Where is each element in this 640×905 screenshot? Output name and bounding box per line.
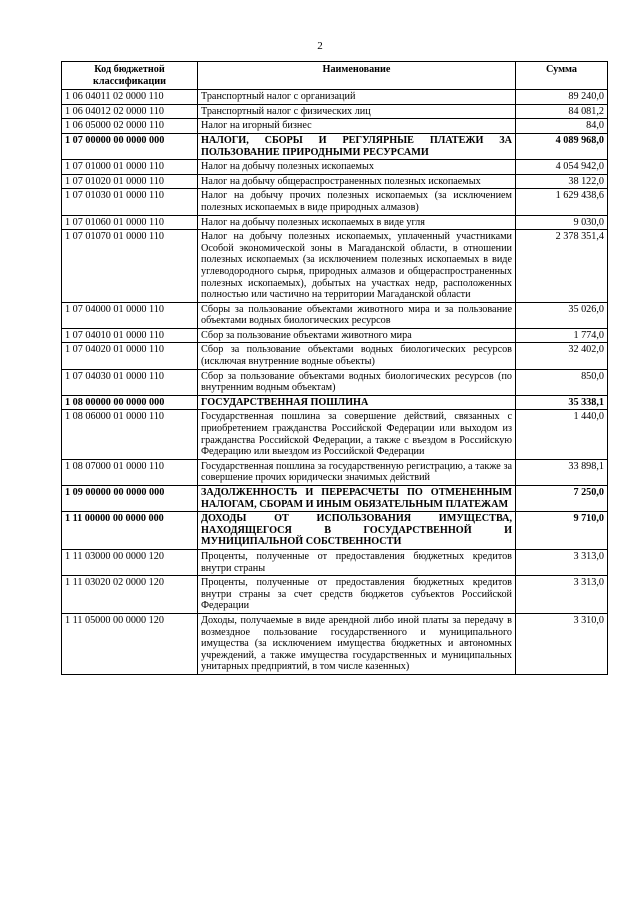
- row-code: 1 07 04000 01 0000 110: [62, 302, 198, 328]
- table-row: [62, 160, 608, 175]
- table-row: [62, 512, 608, 550]
- row-sum: 3 310,0: [516, 613, 608, 674]
- row-name: Проценты, полученные от предоставления бюджетных кредитов внутри страны за счет средств бюджетов субъектов Российской Федерации: [198, 576, 516, 614]
- row-code: 1 08 06000 01 0000 110: [62, 410, 198, 459]
- row-code: 1 07 04030 01 0000 110: [62, 369, 198, 395]
- table-row: [62, 576, 608, 614]
- row-sum: 84 081,2: [516, 104, 608, 119]
- row-name: Налог на добычу полезных ископаемых: [198, 160, 516, 175]
- row-code: 1 07 01020 01 0000 110: [62, 174, 198, 189]
- row-sum: 4 054 942,0: [516, 160, 608, 175]
- row-code: 1 06 04011 02 0000 110: [62, 90, 198, 105]
- row-name: ДОХОДЫ ОТ ИСПОЛЬЗОВАНИЯ ИМУЩЕСТВА, НАХОДЯЩЕГОСЯ В ГОСУДАРСТВЕННОЙ И МУНИЦИПАЛЬНОЙ СОБСТВЕННОСТИ: [198, 512, 516, 550]
- row-name: Налог на игорный бизнес: [198, 119, 516, 134]
- table-row: [62, 369, 608, 395]
- table-row: [62, 104, 608, 119]
- table-row: [62, 613, 608, 674]
- row-sum: 35 026,0: [516, 302, 608, 328]
- table-row: [62, 119, 608, 134]
- row-name: Проценты, полученные от предоставления бюджетных кредитов внутри страны: [198, 549, 516, 575]
- table-row: [62, 395, 608, 410]
- table-row: [62, 215, 608, 230]
- row-name: Сбор за пользование объектами водных биологических ресурсов (исключая внутренние водные объекты): [198, 343, 516, 369]
- table-row: [62, 174, 608, 189]
- row-sum: 7 250,0: [516, 486, 608, 512]
- row-name: Налог на добычу прочих полезных ископаемых (за исключением полезных ископаемых в виде природных алмазов): [198, 189, 516, 215]
- row-code: 1 07 00000 00 0000 000: [62, 133, 198, 159]
- page-number: 2: [317, 40, 323, 52]
- table-row: [62, 133, 608, 159]
- row-sum: 9 710,0: [516, 512, 608, 550]
- row-name: НАЛОГИ, СБОРЫ И РЕГУЛЯРНЫЕ ПЛАТЕЖИ ЗА ПОЛЬЗОВАНИЕ ПРИРОДНЫМИ РЕСУРСАМИ: [198, 133, 516, 159]
- row-code: 1 11 03020 02 0000 120: [62, 576, 198, 614]
- table-row: [62, 90, 608, 105]
- table-row: [62, 486, 608, 512]
- row-code: 1 11 03000 00 0000 120: [62, 549, 198, 575]
- row-name: Государственная пошлина за совершение действий, связанных с приобретением гражданства Российской Федерации или выходом из гражданства Российской Федерации, а также с въездом в Российскую Федерацию или выездом из Российской Федерации: [198, 410, 516, 459]
- row-name: Сборы за пользование объектами животного мира и за пользование объектами водных биологических ресурсов: [198, 302, 516, 328]
- row-code: 1 07 04010 01 0000 110: [62, 328, 198, 343]
- row-name: Доходы, получаемые в виде арендной либо иной платы за передачу в возмездное пользование государственного и муниципального имущества (за исключением имущества бюджетных и автономных учреждений, а также имущества государственных и муниципальных унитарных предприятий, в том числе казенных): [198, 613, 516, 674]
- table-row: [62, 410, 608, 459]
- table-row: [62, 230, 608, 303]
- row-code: 1 07 01060 01 0000 110: [62, 215, 198, 230]
- row-sum: 850,0: [516, 369, 608, 395]
- row-name: Сбор за пользование объектами животного мира: [198, 328, 516, 343]
- row-code: 1 11 00000 00 0000 000: [62, 512, 198, 550]
- table-row: [62, 343, 608, 369]
- budget-revenue-table: [61, 61, 608, 675]
- row-code: 1 06 04012 02 0000 110: [62, 104, 198, 119]
- row-name: Государственная пошлина за государственную регистрацию, а также за совершение прочих юридически значимых действий: [198, 459, 516, 485]
- row-code: 1 08 00000 00 0000 000: [62, 395, 198, 410]
- row-sum: 38 122,0: [516, 174, 608, 189]
- table-header-row: [62, 62, 608, 90]
- row-sum: 32 402,0: [516, 343, 608, 369]
- row-sum: 2 378 351,4: [516, 230, 608, 303]
- column-header-name: Наименование: [198, 62, 516, 90]
- table-row: [62, 328, 608, 343]
- row-name: Налог на добычу полезных ископаемых, уплаченный участниками Особой экономической зоны в Магаданской области, в отношении полезных ископаемых (за исключением полезных ископаемых в виде углеводородного сырья, природных алмазов и общераспространенных полезных ископаемых), добытых на участках недр, расположенных полностью или частично на территории Магаданской области: [198, 230, 516, 303]
- row-code: 1 08 07000 01 0000 110: [62, 459, 198, 485]
- row-code: 1 11 05000 00 0000 120: [62, 613, 198, 674]
- row-code: 1 07 01070 01 0000 110: [62, 230, 198, 303]
- row-name: ЗАДОЛЖЕННОСТЬ И ПЕРЕРАСЧЕТЫ ПО ОТМЕНЕННЫМ НАЛОГАМ, СБОРАМ И ИНЫМ ОБЯЗАТЕЛЬНЫМ ПЛАТЕЖАМ: [198, 486, 516, 512]
- row-sum: 1 774,0: [516, 328, 608, 343]
- row-name: Транспортный налог с организаций: [198, 90, 516, 105]
- row-sum: 89 240,0: [516, 90, 608, 105]
- row-name: ГОСУДАРСТВЕННАЯ ПОШЛИНА: [198, 395, 516, 410]
- row-code: 1 06 05000 02 0000 110: [62, 119, 198, 134]
- row-sum: 3 313,0: [516, 576, 608, 614]
- row-sum: 9 030,0: [516, 215, 608, 230]
- row-sum: 1 629 438,6: [516, 189, 608, 215]
- row-sum: 35 338,1: [516, 395, 608, 410]
- column-header-code: Код бюджетной классификации: [62, 62, 198, 90]
- row-name: Налог на добычу полезных ископаемых в виде угля: [198, 215, 516, 230]
- row-name: Налог на добычу общераспространенных полезных ископаемых: [198, 174, 516, 189]
- row-sum: 3 313,0: [516, 549, 608, 575]
- row-name: Транспортный налог с физических лиц: [198, 104, 516, 119]
- table-row: [62, 459, 608, 485]
- row-code: 1 09 00000 00 0000 000: [62, 486, 198, 512]
- row-code: 1 07 01000 01 0000 110: [62, 160, 198, 175]
- table-row: [62, 549, 608, 575]
- row-code: 1 07 01030 01 0000 110: [62, 189, 198, 215]
- table-row: [62, 189, 608, 215]
- table-row: [62, 302, 608, 328]
- row-sum: 4 089 968,0: [516, 133, 608, 159]
- column-header-sum: Сумма: [516, 62, 608, 90]
- row-sum: 33 898,1: [516, 459, 608, 485]
- row-sum: 1 440,0: [516, 410, 608, 459]
- row-sum: 84,0: [516, 119, 608, 134]
- row-code: 1 07 04020 01 0000 110: [62, 343, 198, 369]
- row-name: Сбор за пользование объектами водных биологических ресурсов (по внутренним водным объектам): [198, 369, 516, 395]
